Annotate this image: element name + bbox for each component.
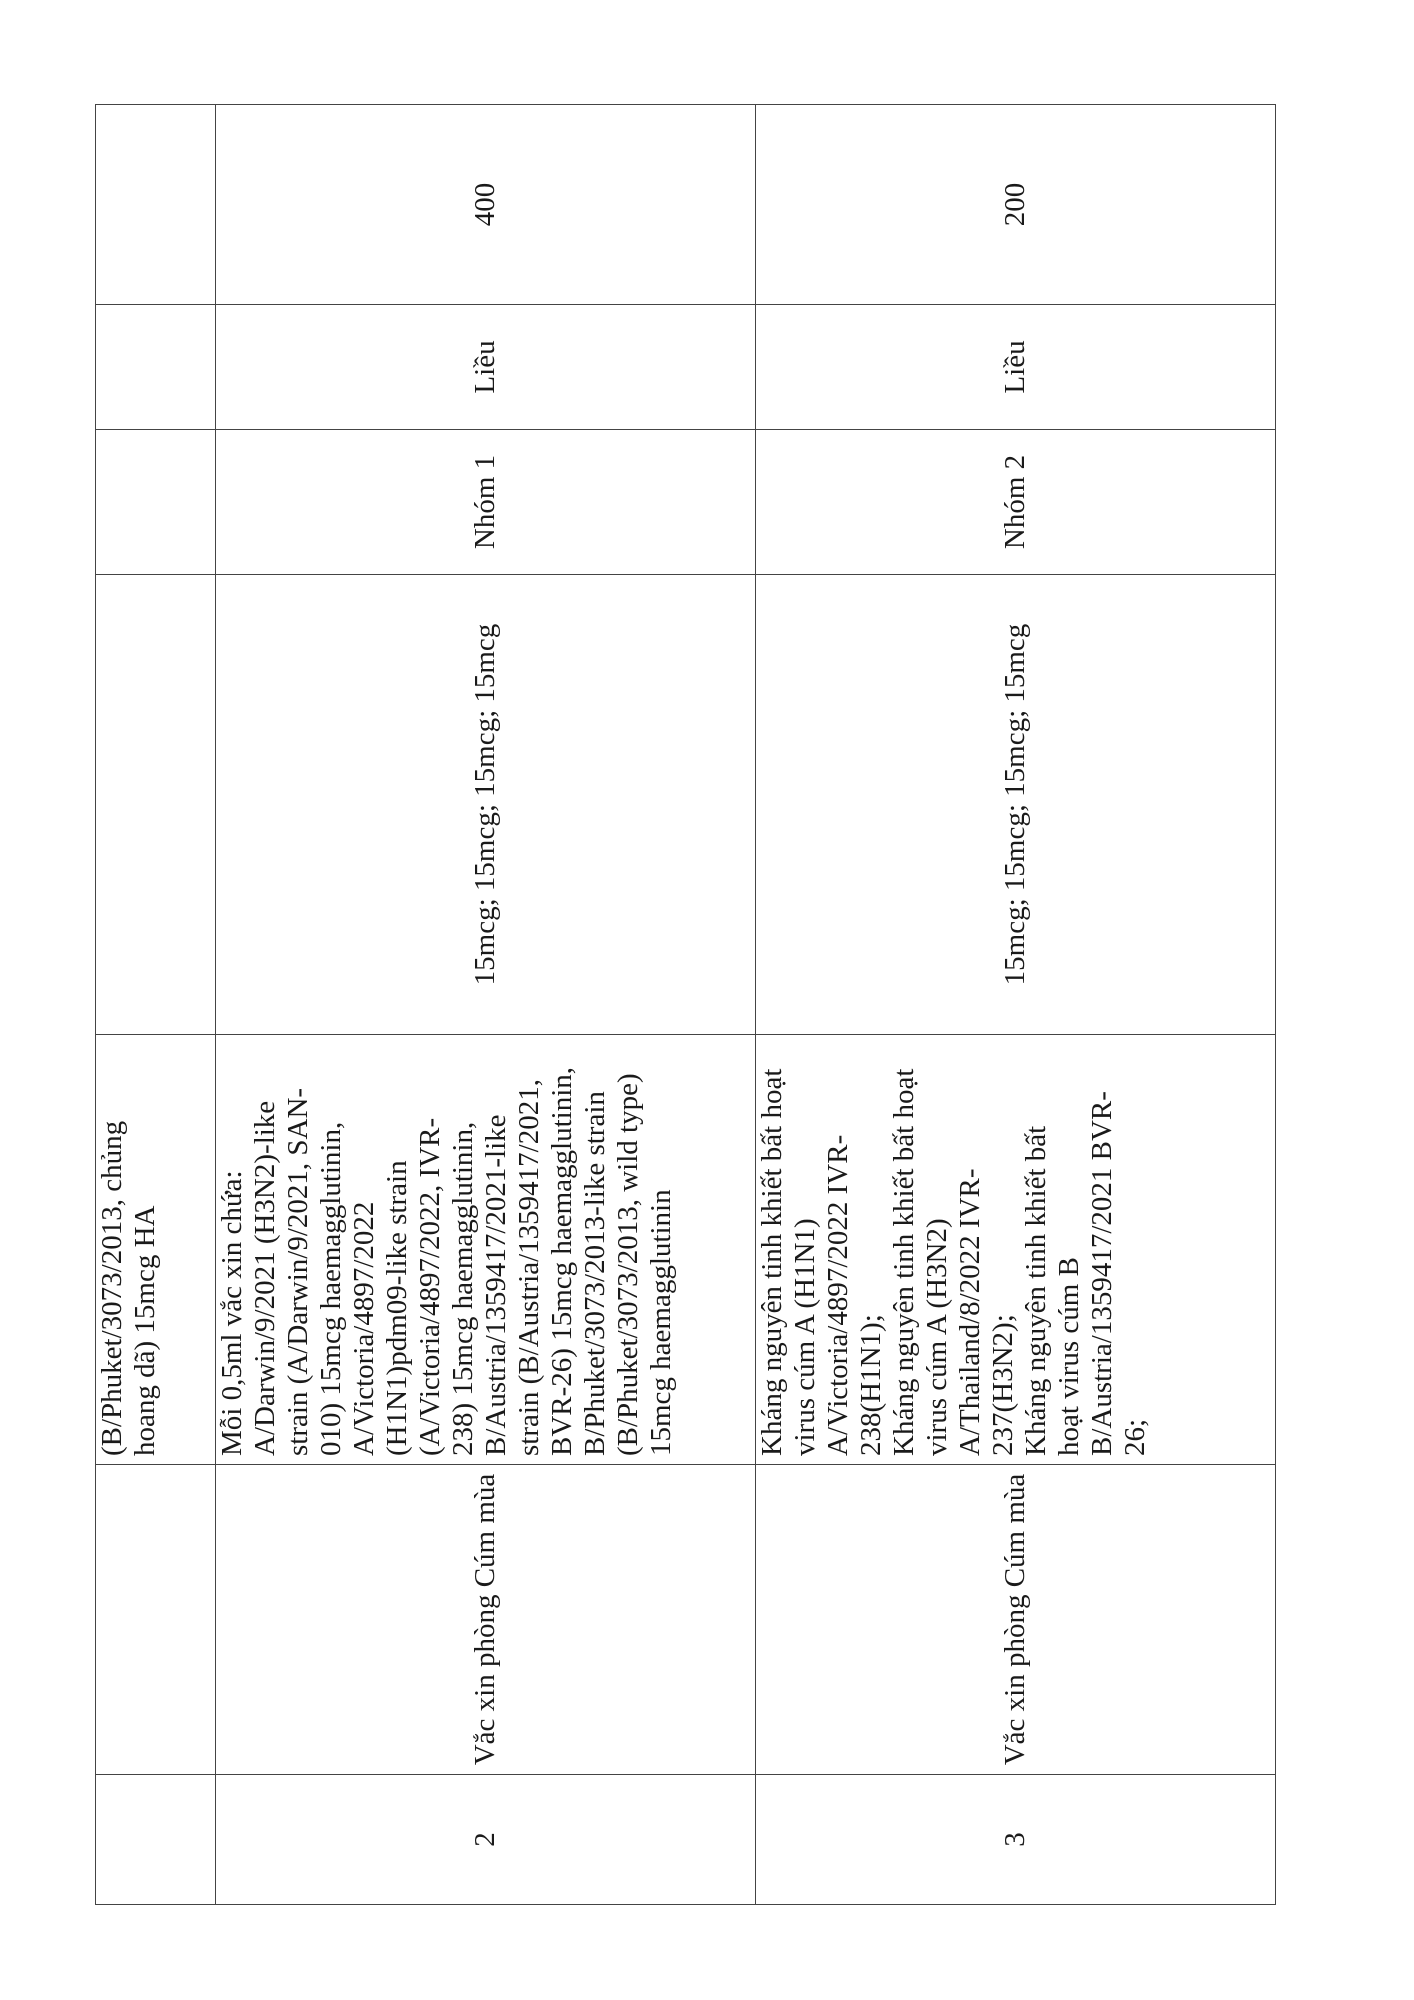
spec-line: (B/Phuket/3073/2013, chủng bbox=[96, 1120, 128, 1456]
spec-line: 26; bbox=[1119, 1418, 1151, 1456]
spec-line: B/Austria/1359417/2021 BVR- bbox=[1086, 1091, 1118, 1456]
spec-line: virus cúm A (H3N2) bbox=[921, 1218, 953, 1456]
table-row bbox=[756, 105, 1276, 1905]
spec-line: Kháng nguyên tinh khiết bất hoạt bbox=[888, 1068, 920, 1456]
cell-no-continued bbox=[96, 1775, 216, 1905]
cell-qty-continued bbox=[96, 105, 216, 305]
spec-line: B/Phuket/3073/2013-like strain bbox=[579, 1091, 611, 1456]
cell-group: Nhóm 2 bbox=[756, 430, 1276, 575]
spec-line: 15mcg haemagglutinin bbox=[645, 1189, 677, 1456]
cell-unit-continued bbox=[96, 305, 216, 430]
cell-vaccine-name: Vắc xin phòng Cúm mùa bbox=[756, 1465, 1276, 1775]
table-row bbox=[216, 105, 756, 1905]
cell-quantity: 200 bbox=[756, 105, 1276, 305]
spec-line: hoạt virus cúm B bbox=[1053, 1257, 1085, 1456]
cell-concentration: 15mcg; 15mcg; 15mcg; 15mcg bbox=[756, 575, 1276, 1035]
cell-group: Nhóm 1 bbox=[216, 430, 756, 575]
spec-line: 010) 15mcg haemagglutinin, bbox=[315, 1121, 347, 1456]
cell-unit: Liều bbox=[216, 305, 756, 430]
spec-line: virus cúm A (H1N1) bbox=[789, 1218, 821, 1456]
spec-line: strain (B/Austria/1359417/2021, bbox=[513, 1079, 545, 1456]
table-row-continued bbox=[96, 105, 216, 1905]
cell-spec-continued bbox=[96, 1035, 216, 1465]
spec-line: A/Darwin/9/2021 (H3N2)-like bbox=[249, 1100, 281, 1456]
spec-line: A/Victoria/4897/2022 bbox=[348, 1201, 380, 1456]
spec-line: Kháng nguyên tinh khiết bất bbox=[1020, 1125, 1052, 1456]
spec-line: 238(H1N1); bbox=[855, 1314, 887, 1456]
cell-row-number: 2 bbox=[216, 1775, 756, 1905]
vaccine-table bbox=[95, 104, 1276, 1905]
cell-vaccine-name: Vắc xin phòng Cúm mùa bbox=[216, 1465, 756, 1775]
cell-conc-continued bbox=[96, 575, 216, 1035]
spec-line: strain (A/Darwin/9/2021, SAN- bbox=[282, 1087, 314, 1456]
spec-line: Mỗi 0,5ml vắc xin chứa: bbox=[216, 1170, 248, 1456]
spec-line: A/Thailand/8/2022 IVR- bbox=[954, 1168, 986, 1456]
cell-row-number: 3 bbox=[756, 1775, 1276, 1905]
spec-line: Kháng nguyên tinh khiết bất hoạt bbox=[756, 1068, 788, 1456]
spec-line: hoang dã) 15mcg HA bbox=[129, 1205, 161, 1456]
spec-line: (H1N1)pdm09-like strain bbox=[381, 1160, 413, 1456]
spec-line: 238) 15mcg haemagglutinin, bbox=[447, 1121, 479, 1456]
cell-group-continued bbox=[96, 430, 216, 575]
spec-line: 237(H3N2); bbox=[987, 1314, 1019, 1456]
cell-concentration: 15mcg; 15mcg; 15mcg; 15mcg bbox=[216, 575, 756, 1035]
cell-unit: Liều bbox=[756, 305, 1276, 430]
spec-line: B/Austria/1359417/2021-like bbox=[480, 1114, 512, 1456]
spec-line: A/Victoria/4897/2022 IVR- bbox=[822, 1134, 854, 1456]
spec-line: BVR-26) 15mcg haemagglutinin, bbox=[546, 1066, 578, 1456]
cell-quantity: 400 bbox=[216, 105, 756, 305]
cell-name-continued bbox=[96, 1465, 216, 1775]
cell-spec bbox=[216, 1035, 756, 1465]
spec-line: (A/Victoria/4897/2022, IVR- bbox=[414, 1117, 446, 1456]
cell-spec bbox=[756, 1035, 1276, 1465]
spec-line: (B/Phuket/3073/2013, wild type) bbox=[612, 1073, 644, 1456]
